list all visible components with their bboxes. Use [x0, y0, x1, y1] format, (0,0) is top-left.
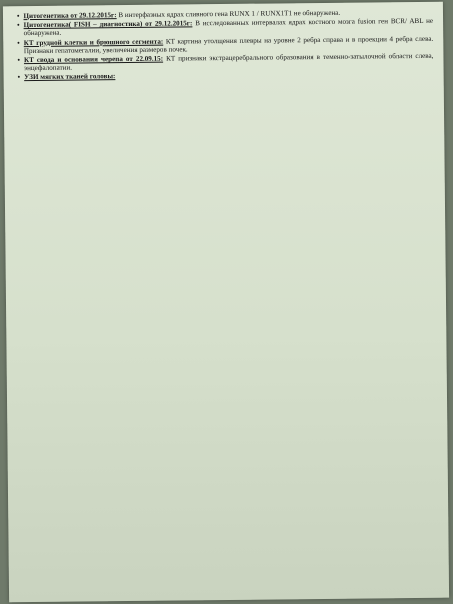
section-heading: Цитогенетика от 29.12.2015г: [23, 11, 117, 21]
paragraph: В интерфазных ядрах сливного гена RUNX 1 / RUNX1T1 не обнаружена. [118, 8, 341, 20]
bullet-icon: • [17, 56, 20, 65]
section-heading: КТ свода и основания черепа от 22.09.15: [23, 54, 164, 65]
section-heading: Цитогенетика( FISH – диагностика) от 29.12.2015г: [23, 19, 193, 30]
document-body [3, 2, 444, 82]
bullet-icon: • [16, 12, 20, 21]
bullet-icon: • [17, 73, 21, 82]
paragraph: КТ признаки экстрацеребрального образования в теменно-затылочной области слева, энцефалопатии. [23, 51, 434, 73]
paragraph: В исследованных интервалах ядрах костного мозга fusion ген BCR/ ABL не обнаружена. [23, 17, 434, 38]
section-heading: УЗИ мягких тканей головы: [24, 72, 116, 82]
section-heading: КТ грудной клетки и брюшного сегмента: [23, 37, 164, 47]
bullet-icon: • [17, 38, 20, 47]
document-page [3, 2, 449, 603]
bullet-icon: • [17, 21, 20, 30]
paragraph: КТ картина утолщения плевры на уровне 2 ребра справа и в проекции 4 ребра слева. Признаки гепатомегалии, увеличения размеров почек. [23, 34, 434, 55]
